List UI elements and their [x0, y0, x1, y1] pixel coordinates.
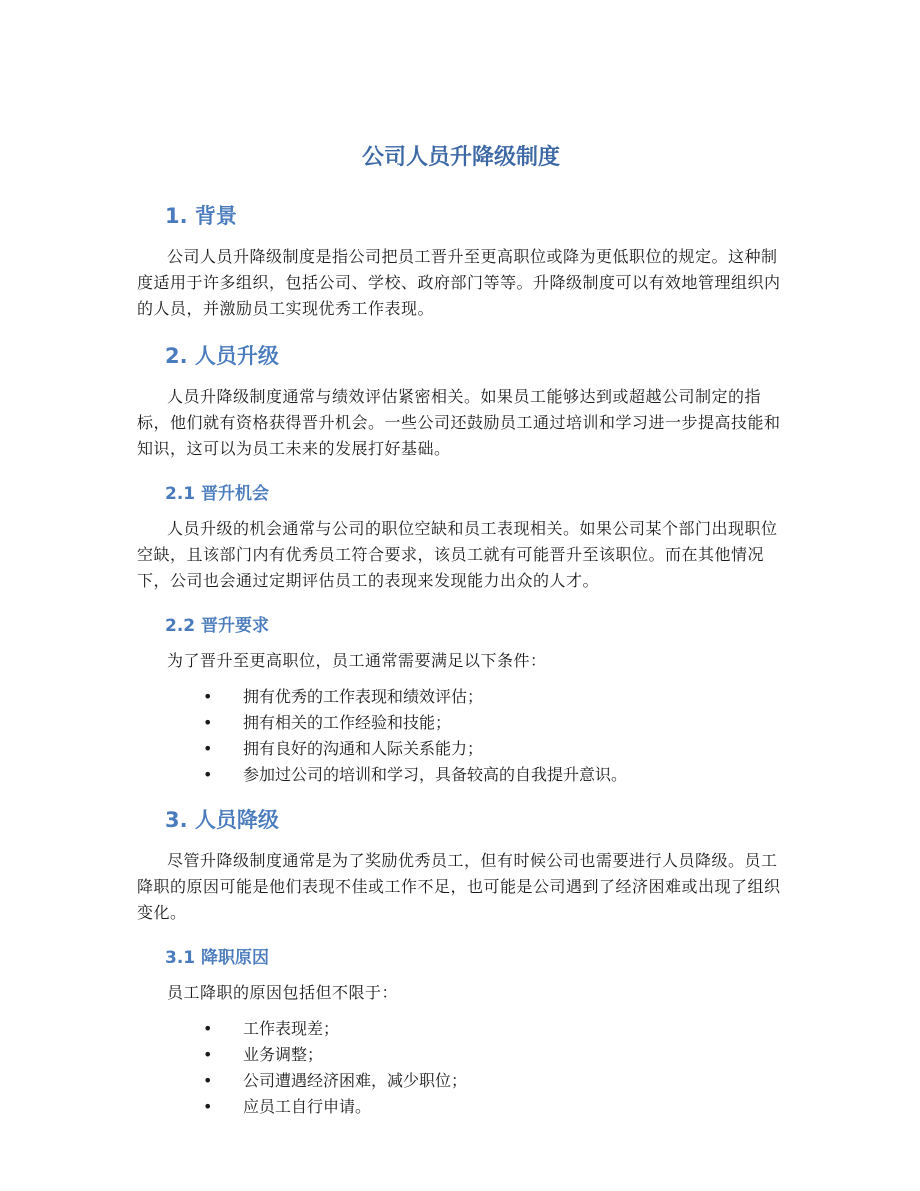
- bullet-icon: •: [203, 1097, 213, 1116]
- list-item: [137, 1042, 785, 1068]
- subsection-paragraph-demotion-reasons: 员工降职的原因包括但不限于：: [167, 983, 399, 1002]
- list-item-text: 拥有优秀的工作表现和绩效评估；: [243, 687, 484, 706]
- list-item: [137, 1094, 785, 1120]
- section-heading-promotion: 2. 人员升级: [165, 344, 279, 368]
- section-heading-demotion: 3. 人员降级: [165, 808, 279, 832]
- subsection-heading-promotion-requirements: 2.2 晋升要求: [165, 616, 270, 636]
- list-item: [137, 1068, 785, 1094]
- demotion-reasons-list: [137, 1016, 785, 1120]
- document-title: 公司人员升降级制度: [361, 145, 560, 170]
- subsection-paragraph-promotion-requirements: 为了晋升至更高职位，员工通常需要满足以下条件：: [167, 651, 547, 670]
- document-page: [137, 140, 785, 1136]
- section-paragraph-background: 公司人员升降级制度是指公司把员工晋升至更高职位或降为更低职位的规定。这种制度适用于许多组织，包括公司、学校、政府部门等等。升降级制度可以有效地管理组织内的人员，并激励员工实现优秀工作表现。: [137, 247, 781, 318]
- list-item: [137, 1016, 785, 1042]
- list-item-text: 拥有良好的沟通和人际关系能力；: [243, 739, 484, 758]
- list-item-text: 参加过公司的培训和学习，具备较高的自我提升意识。: [243, 765, 628, 784]
- bullet-icon: •: [203, 1045, 213, 1064]
- bullet-icon: •: [203, 687, 213, 706]
- bullet-icon: •: [203, 1019, 213, 1038]
- list-item: [137, 736, 785, 762]
- list-item-text: 应员工自行申请。: [243, 1097, 372, 1116]
- list-item-text: 拥有相关的工作经验和技能；: [243, 713, 452, 732]
- section-paragraph-promotion: 人员升降级制度通常与绩效评估紧密相关。如果员工能够达到或超越公司制定的指标，他们就有资格获得晋升机会。一些公司还鼓励员工通过培训和学习进一步提高技能和知识，这可以为员工未来的发展打好基础。: [137, 387, 781, 458]
- list-item-text: 公司遭遇经济困难，减少职位；: [243, 1071, 468, 1090]
- list-item-text: 工作表现差；: [243, 1019, 340, 1038]
- bullet-icon: •: [203, 713, 213, 732]
- promotion-requirements-list: [137, 684, 785, 788]
- subsection-paragraph-promotion-opportunity: 人员升级的机会通常与公司的职位空缺和员工表现相关。如果公司某个部门出现职位空缺，且该部门内有优秀员工符合要求，该员工就有可能晋升至该职位。而在其他情况下，公司也会通过定期评估员工的表现来发现能力出众的人才。: [137, 519, 778, 590]
- subsection-heading-demotion-reasons: 3.1 降职原因: [165, 948, 270, 968]
- list-item: [137, 710, 785, 736]
- list-item-text: 业务调整；: [243, 1045, 324, 1064]
- subsection-heading-promotion-opportunity: 2.1 晋升机会: [165, 484, 270, 504]
- bullet-icon: •: [203, 739, 213, 758]
- bullet-icon: •: [203, 1071, 213, 1090]
- bullet-icon: •: [203, 765, 213, 784]
- section-heading-background: 1. 背景: [165, 204, 237, 228]
- section-paragraph-demotion: 尽管升降级制度通常是为了奖励优秀员工，但有时候公司也需要进行人员降级。员工降职的原因可能是他们表现不佳或工作不足，也可能是公司遇到了经济困难或出现了组织变化。: [137, 851, 781, 922]
- list-item: [137, 762, 785, 788]
- list-item: [137, 684, 785, 710]
